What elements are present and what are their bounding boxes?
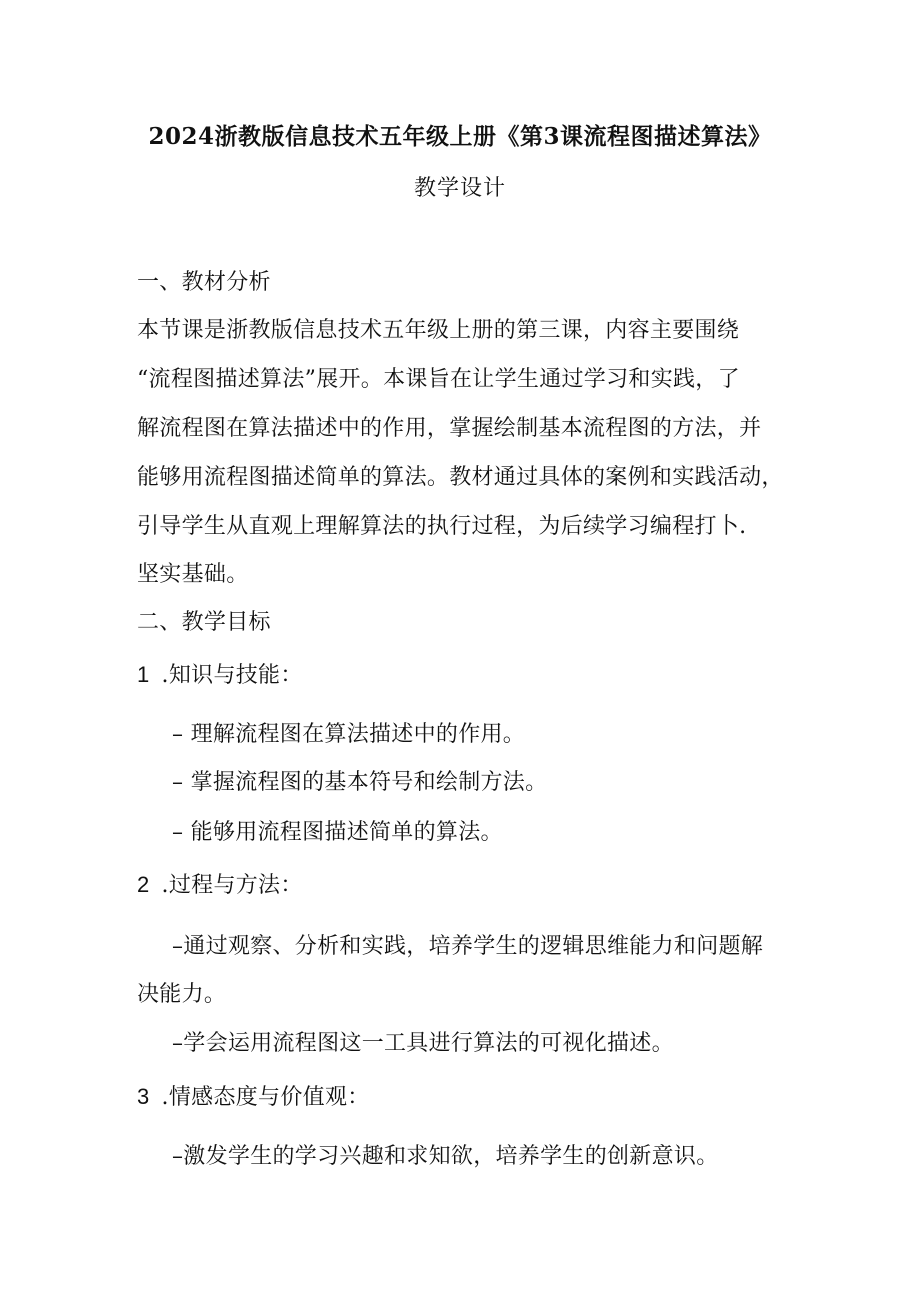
paragraph-line: 能够用流程图描述简单的算法。教材通过具体的案例和实践活动， bbox=[137, 465, 784, 490]
section-heading-teaching-goals: 二、教学目标 bbox=[137, 610, 271, 635]
paragraph-line: 坚实基础。 bbox=[137, 562, 249, 587]
goal-label: .过程与方法： bbox=[161, 873, 303, 898]
document-subtitle: 教学设计 bbox=[413, 176, 506, 201]
paragraph-line: “流程图描述算法”展开。本课旨在让学生通过学习和实践，了 bbox=[137, 367, 740, 392]
list-item: –激发学生的学习兴趣和求知欲，培养学生的创新意识。 bbox=[172, 1144, 719, 1169]
goal-heading-emotions-values bbox=[137, 1080, 370, 1111]
list-item: – 理解流程图在算法描述中的作用。 bbox=[172, 722, 526, 747]
list-item: – 掌握流程图的基本符号和绘制方法。 bbox=[172, 770, 548, 795]
section-heading-textbook-analysis: 一、教材分析 bbox=[137, 270, 271, 295]
list-item-continuation: 决能力。 bbox=[137, 982, 227, 1007]
goal-heading-process-methods bbox=[137, 868, 303, 899]
goal-number: 3 bbox=[137, 1084, 150, 1109]
paragraph-line: 本节课是浙教版信息技术五年级上册的第三课，内容主要围绕 bbox=[137, 318, 740, 343]
list-item: – 能够用流程图描述简单的算法。 bbox=[172, 820, 503, 845]
goal-label: .情感态度与价值观： bbox=[161, 1085, 370, 1110]
goal-label: .知识与技能： bbox=[161, 663, 303, 688]
list-item: –通过观察、分析和实践，培养学生的逻辑思维能力和问题解 bbox=[172, 934, 764, 959]
document-title: 2024浙教版信息技术五年级上册《第3课流程图描述算法》 bbox=[148, 123, 772, 150]
paragraph-line: 解流程图在算法描述中的作用，掌握绘制基本流程图的方法，并 bbox=[137, 416, 762, 441]
goal-heading-knowledge-skills bbox=[137, 658, 303, 689]
goal-number: 1 bbox=[137, 662, 150, 687]
paragraph-line: 引导学生从直观上理解算法的执行过程，为后续学习编程打卜. bbox=[137, 514, 747, 539]
list-item: –学会运用流程图这一工具进行算法的可视化描述。 bbox=[172, 1031, 674, 1056]
goal-number: 2 bbox=[137, 872, 150, 897]
